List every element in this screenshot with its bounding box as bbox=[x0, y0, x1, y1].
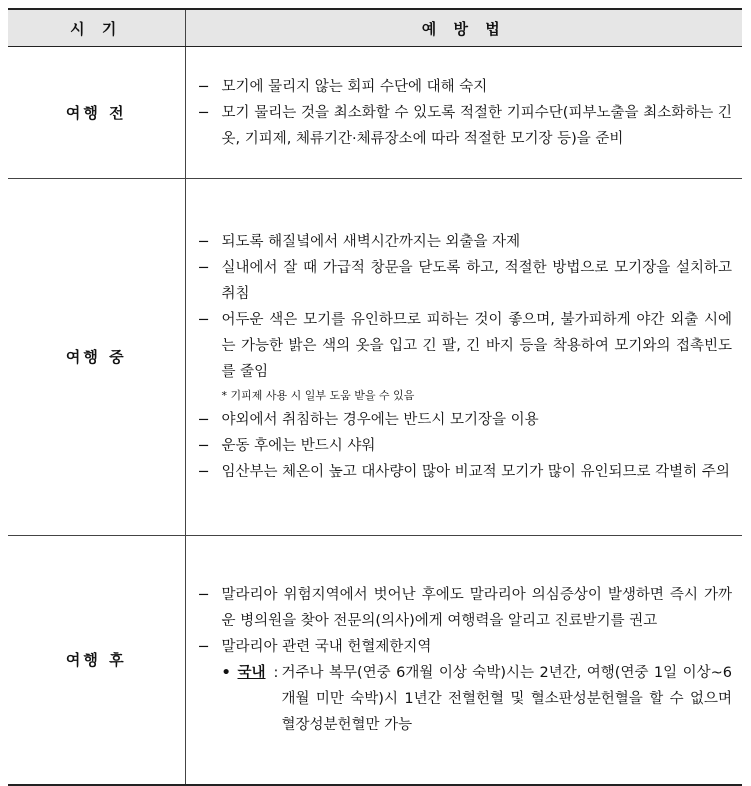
method-item bbox=[198, 459, 733, 485]
colon-separator: : bbox=[273, 665, 279, 681]
method-text: 말라리아 위험지역에서 벗어난 후에도 말라리아 의심증상이 발생하면 즉시 가까운 병의원을 찾아 전문의(의사)에게 여행력을 알리고 진료받기를 권고 bbox=[221, 587, 732, 629]
method-text: 모기에 물리지 않는 회피 수단에 대해 숙지 bbox=[221, 78, 488, 95]
methods-cell bbox=[185, 47, 742, 179]
header-method: 예 방 법 bbox=[185, 9, 742, 47]
period-cell: 여행 중 bbox=[8, 179, 185, 536]
dash-marker: − bbox=[197, 104, 210, 121]
footnote: * 기피제 사용 시 일부 도움 받을 수 있음 bbox=[221, 389, 415, 402]
method-text: 말라리아 관련 국내 헌혈제한지역 bbox=[221, 639, 432, 655]
table-row-after-travel bbox=[8, 536, 742, 786]
dash-marker: − bbox=[197, 587, 210, 603]
period-cell: 여행 후 bbox=[8, 536, 185, 786]
method-text: 되도록 해질녘에서 새벽시간까지는 외출을 자제 bbox=[221, 234, 521, 250]
period-cell: 여행 전 bbox=[8, 47, 185, 179]
domestic-restriction-text: 거주나 복무(연중 6개월 이상 숙박)시는 2년간, 여행(연중 1일 이상~6개월 미만 숙박)시 1년간 전혈헌혈 및 혈소판성분헌혈을 할 수 없으며 혈장성분헌혈만 가능 bbox=[281, 665, 732, 733]
method-text: 야외에서 취침하는 경우에는 반드시 모기장을 이용 bbox=[221, 412, 539, 428]
method-text: 모기 물리는 것을 최소화할 수 있도록 적절한 기피수단(피부노출을 최소화하는 긴 옷, 기피제, 체류기간·체류장소에 따라 적절한 모기장 등)을 준비 bbox=[221, 104, 732, 147]
table-row-before-travel bbox=[8, 47, 742, 179]
method-item bbox=[198, 255, 733, 307]
method-text: 실내에서 잘 때 가급적 창문을 닫도록 하고, 적절한 방법으로 모기장을 설치하고 취침 bbox=[221, 260, 732, 302]
methods-cell bbox=[185, 536, 742, 786]
method-item bbox=[198, 433, 733, 459]
dash-marker: − bbox=[197, 639, 210, 655]
dash-marker: − bbox=[197, 234, 210, 250]
header-period: 시 기 bbox=[8, 9, 185, 47]
domestic-label: 국내 bbox=[237, 665, 266, 681]
dash-marker: − bbox=[197, 260, 210, 276]
dash-marker: − bbox=[197, 412, 210, 428]
method-item bbox=[198, 407, 733, 433]
table-header-row bbox=[8, 9, 742, 47]
method-item bbox=[198, 582, 733, 634]
method-text: 어두운 색은 모기를 유인하므로 피하는 것이 좋으며, 불가피하게 야간 외출 시에는 가능한 밝은 색의 옷을 입고 긴 팔, 긴 바지 등을 착용하여 모기와의 접촉빈도를 줄임 bbox=[221, 312, 732, 380]
method-text: 운동 후에는 반드시 샤워 bbox=[221, 438, 376, 454]
dash-marker: − bbox=[197, 312, 210, 328]
method-item bbox=[198, 100, 733, 152]
method-item bbox=[198, 634, 733, 660]
table-row-during-travel bbox=[8, 179, 742, 536]
bullet-marker: • bbox=[221, 665, 231, 681]
dash-marker: − bbox=[197, 464, 210, 480]
dash-marker: − bbox=[197, 78, 210, 95]
malaria-prevention-table bbox=[8, 8, 742, 786]
methods-cell bbox=[185, 179, 742, 536]
method-item bbox=[198, 229, 733, 255]
method-text: 임산부는 체온이 높고 대사량이 많아 비교적 모기가 많이 유인되므로 각별히 주의 bbox=[221, 464, 730, 480]
method-item bbox=[198, 307, 733, 385]
domestic-restriction bbox=[198, 660, 733, 738]
method-item bbox=[198, 74, 733, 100]
dash-marker: − bbox=[197, 438, 210, 454]
